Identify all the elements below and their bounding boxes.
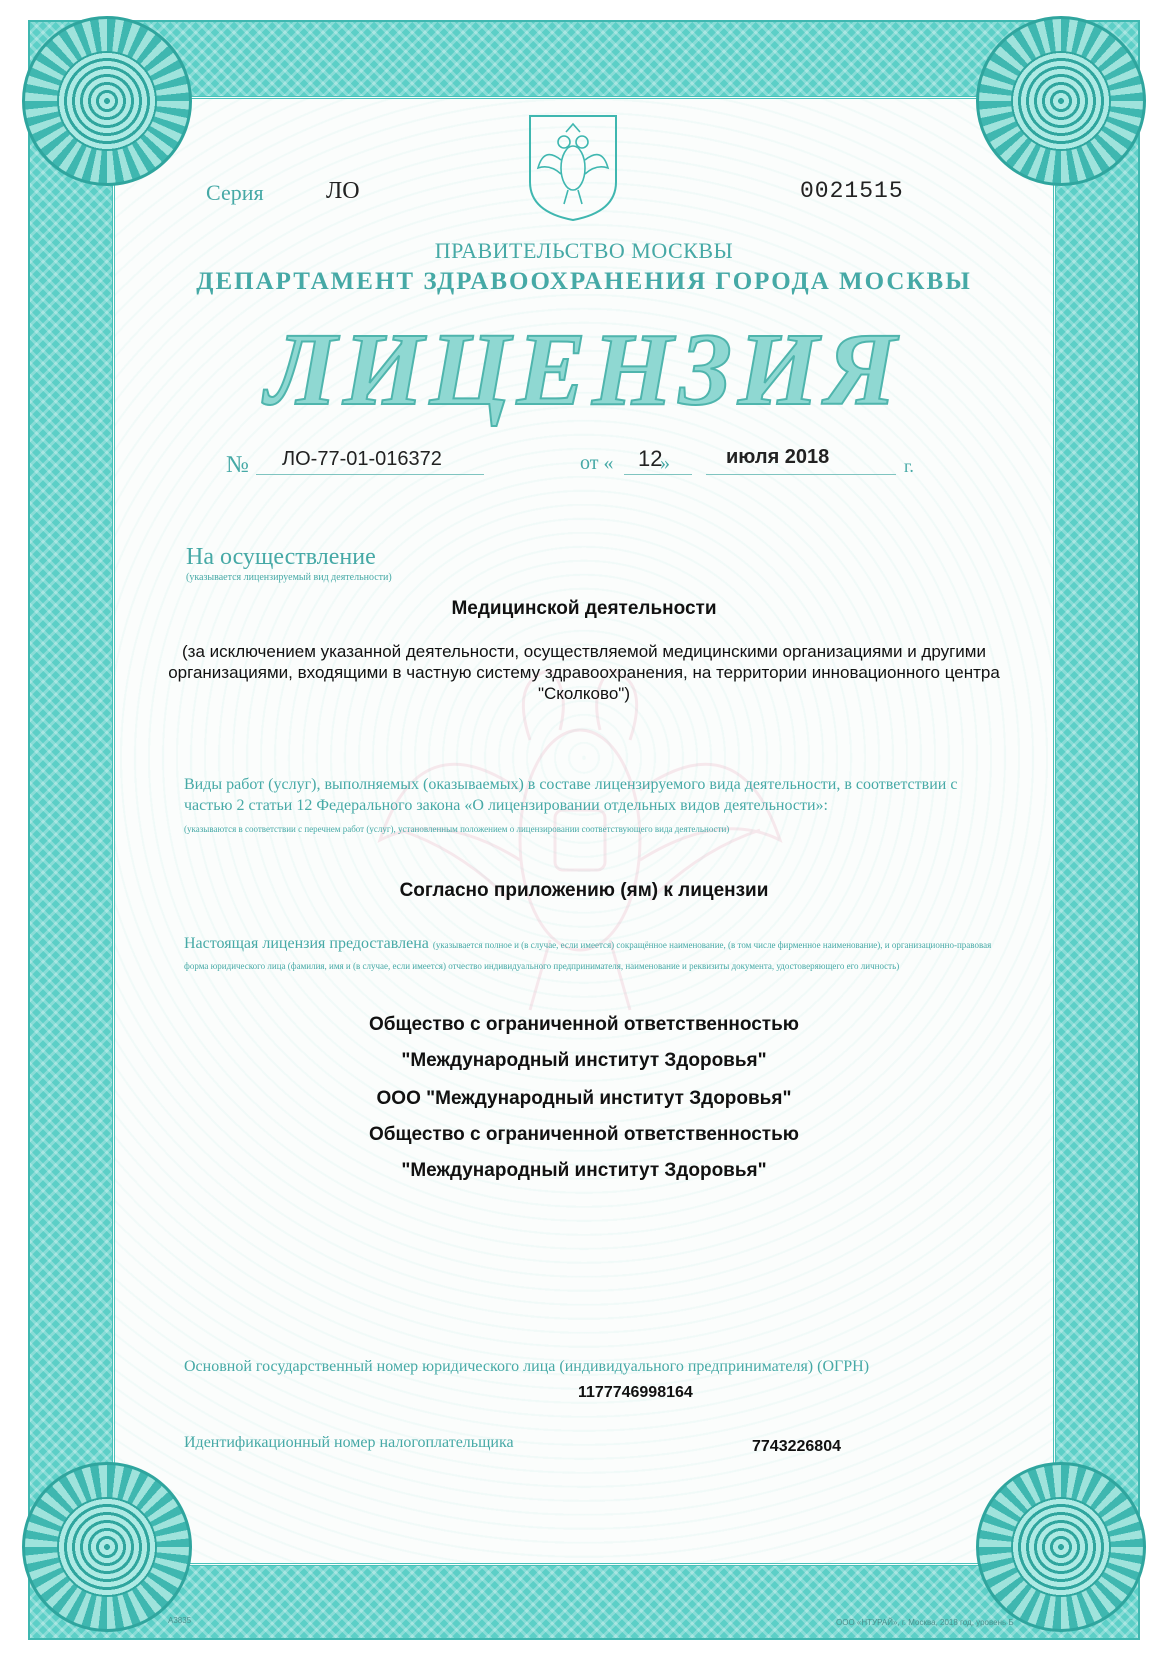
- month-underline: [706, 474, 896, 475]
- works-note: (указываются в соответствии с перечнем работ (услуг), установленным положением о лицензировании соответствующего вида деятельности): [184, 824, 730, 834]
- holder-label: Настоящая лицензия предоставлена: [184, 935, 429, 952]
- date-quote-close: »: [660, 452, 670, 474]
- license-day: 12: [638, 446, 663, 471]
- document-title: ЛИЦЕНЗИЯ: [265, 312, 903, 427]
- date-from-label: от «: [580, 452, 614, 474]
- ogrn-value: 1177746998164: [578, 1384, 693, 1401]
- ogrn-label: Основной государственный номер юридического лица (индивидуального предпринимателя) (ОГРН): [184, 1358, 870, 1375]
- activity-label: На осуществление: [186, 544, 376, 570]
- government-title: ПРАВИТЕЛЬСТВО МОСКВЫ: [434, 238, 734, 263]
- holder-line: Общество с ограниченной ответственностью: [368, 1014, 800, 1035]
- license-number: ЛО-77-01-016372: [282, 448, 442, 470]
- activity-note: (указывается лицензируемый вид деятельности): [186, 572, 392, 583]
- footer-printer: ООО «НТУРАЙ», г. Москва, 2018 год, уровень Б: [836, 1618, 1014, 1627]
- day-underline: [624, 474, 692, 475]
- activity-value: Медицинской деятельности: [451, 598, 717, 619]
- form-number: 0021515: [800, 178, 904, 204]
- license-month-year: июля 2018: [726, 446, 830, 468]
- department-title: ДЕПАРТАМЕНТ ЗДРАВООХРАНЕНИЯ ГОРОДА МОСКВЫ: [196, 268, 972, 295]
- number-underline: [256, 474, 484, 475]
- inn-label: Идентификационный номер налогоплательщика: [184, 1434, 514, 1451]
- holder-line: "Международный институт Здоровья": [401, 1050, 767, 1071]
- holder-note: (указывается полное и (в случае, если имеется) сокращённое наименование, (в том числе фирменное наименование), и организационно-правовая форма юридического лица (фамилия, имя и (в случае, если имеется) отчество индивидуального предпринимателя, наименование и реквизиты документа, удостоверяющего его личность): [184, 940, 992, 971]
- number-sign: №: [226, 452, 249, 478]
- footer-form-code: А3835: [168, 1616, 192, 1625]
- holder-line: Общество с ограниченной ответственностью: [368, 1124, 800, 1145]
- activity-exclusion: (за исключением указанной деятельности, осуществляемой медицинскими организациями и другими организациями, входящими в частную систему здравоохранения, на территории инновационного центра "Сколково"): [168, 642, 1000, 703]
- year-suffix: г.: [904, 456, 914, 476]
- holder-block: [184, 934, 1004, 976]
- corner-rosette-top-right: [976, 16, 1146, 186]
- corner-rosette-bottom-left: [22, 1462, 192, 1632]
- works-value: Согласно приложению (ям) к лицензии: [399, 880, 769, 901]
- corner-rosette-top-left: [22, 16, 192, 186]
- holder-line: "Международный институт Здоровья": [401, 1160, 767, 1181]
- works-label: Виды работ (услуг), выполняемых (оказываемых) в составе лицензируемого вида деятельности, в соответствии с частью 2 статьи 12 Федерального закона «О лицензировании отдельных видов деятельности»:: [184, 776, 958, 814]
- series-label: Серия: [206, 180, 264, 205]
- corner-rosette-bottom-right: [976, 1462, 1146, 1632]
- coat-of-arms-icon: [526, 112, 620, 222]
- series-value: ЛО: [326, 178, 360, 204]
- inn-value: 7743226804: [752, 1438, 841, 1455]
- holder-line: ООО "Международный институт Здоровья": [376, 1088, 792, 1109]
